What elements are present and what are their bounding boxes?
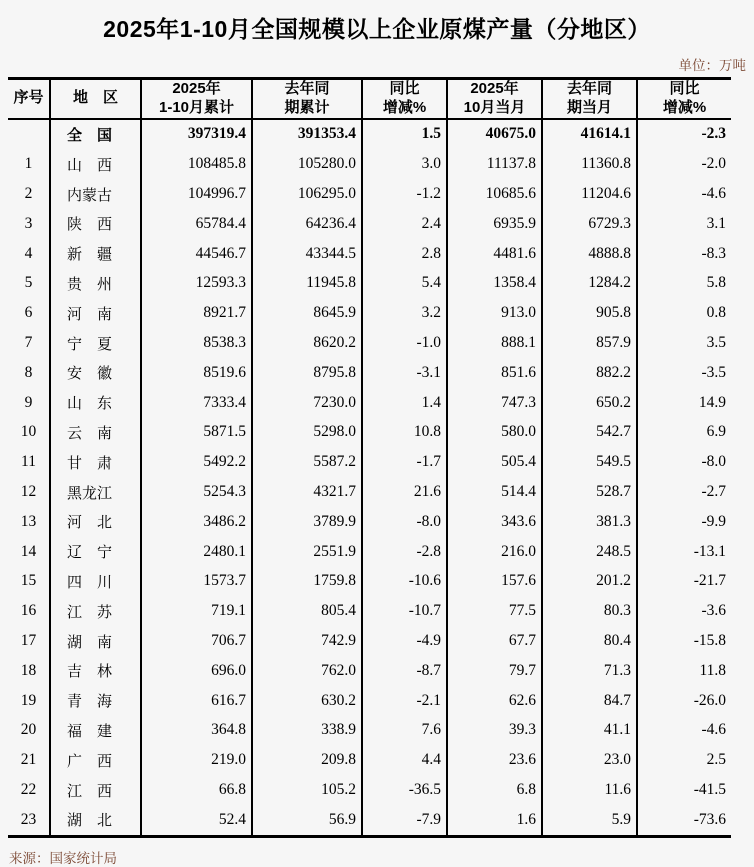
value-cell: 44546.7 (141, 239, 252, 269)
value-cell: 43344.5 (252, 239, 362, 269)
value-cell: 23.0 (542, 745, 637, 775)
value-cell: 52.4 (141, 805, 252, 836)
region-cell: 宁 夏 (50, 328, 141, 358)
value-cell: -2.3 (637, 119, 731, 150)
value-cell: 5.8 (637, 269, 731, 299)
value-cell: 549.5 (542, 447, 637, 477)
value-cell: 5.4 (362, 269, 447, 299)
region-cell: 福 建 (50, 716, 141, 746)
header-row (8, 78, 731, 119)
table-row (8, 656, 731, 686)
value-cell: 542.7 (542, 418, 637, 448)
value-cell: 216.0 (447, 537, 542, 567)
value-cell: 650.2 (542, 388, 637, 418)
seq-cell: 20 (20, 721, 37, 739)
value-cell: 157.6 (447, 567, 542, 597)
region-cell: 四 川 (50, 567, 141, 597)
value-cell: 8645.9 (252, 298, 362, 328)
value-cell: -36.5 (362, 775, 447, 805)
value-cell: 2480.1 (141, 537, 252, 567)
value-cell: 8921.7 (141, 298, 252, 328)
value-cell: 1284.2 (542, 269, 637, 299)
value-cell: 248.5 (542, 537, 637, 567)
value-cell: -4.6 (637, 716, 731, 746)
value-cell: 364.8 (141, 716, 252, 746)
value-cell: 79.7 (447, 656, 542, 686)
seq-cell: 18 (20, 661, 37, 679)
seq-cell: 23 (20, 810, 37, 828)
unit-note: 单位：万吨 (678, 57, 746, 73)
value-cell: 528.7 (542, 477, 637, 507)
column-header (50, 78, 141, 119)
region-cell: 安 徽 (50, 358, 141, 388)
value-cell: 21.6 (362, 477, 447, 507)
value-cell: 381.3 (542, 507, 637, 537)
region-cell: 全 国 (50, 119, 141, 150)
value-cell: 65784.4 (141, 209, 252, 239)
value-cell: 2.5 (637, 745, 731, 775)
value-cell: 4481.6 (447, 239, 542, 269)
value-cell: -8.0 (637, 447, 731, 477)
value-cell: 11137.8 (447, 149, 542, 179)
value-cell: 616.7 (141, 686, 252, 716)
value-cell: 851.6 (447, 358, 542, 388)
value-cell: 209.8 (252, 745, 362, 775)
column-header-line: 序号 (13, 89, 44, 107)
region-cell: 山 东 (50, 388, 141, 418)
coal-production-table (8, 77, 731, 838)
table-row (8, 209, 731, 239)
column-header (8, 78, 50, 119)
value-cell: -13.1 (637, 537, 731, 567)
value-cell: 805.4 (252, 596, 362, 626)
seq-cell: 3 (24, 214, 33, 232)
value-cell: 14.9 (637, 388, 731, 418)
column-header (252, 78, 362, 119)
value-cell: 41.1 (542, 716, 637, 746)
value-cell: 77.5 (447, 596, 542, 626)
value-cell: -3.6 (637, 596, 731, 626)
value-cell: 11.8 (637, 656, 731, 686)
table-row (8, 537, 731, 567)
region-cell: 贵 州 (50, 269, 141, 299)
seq-cell: 19 (20, 691, 37, 709)
region-cell: 辽 宁 (50, 537, 141, 567)
value-cell: 5871.5 (141, 418, 252, 448)
value-cell: 8620.2 (252, 328, 362, 358)
value-cell: 5.9 (542, 805, 637, 836)
value-cell: -2.1 (362, 686, 447, 716)
value-cell: -10.7 (362, 596, 447, 626)
value-cell: 201.2 (542, 567, 637, 597)
value-cell: -4.9 (362, 626, 447, 656)
value-cell: -8.7 (362, 656, 447, 686)
value-cell: 706.7 (141, 626, 252, 656)
column-header-line: 1-10月累计 (158, 98, 235, 116)
value-cell: 104996.7 (141, 179, 252, 209)
value-cell: 397319.4 (141, 119, 252, 150)
seq-cell: 11 (21, 453, 36, 471)
value-cell: 580.0 (447, 418, 542, 448)
table-row (8, 477, 731, 507)
table-row (8, 239, 731, 269)
value-cell: -3.5 (637, 358, 731, 388)
value-cell: 23.6 (447, 745, 542, 775)
value-cell: 2.4 (362, 209, 447, 239)
region-cell: 吉 林 (50, 656, 141, 686)
value-cell: 747.3 (447, 388, 542, 418)
value-cell: 1358.4 (447, 269, 542, 299)
page-title: 2025年1-10月全国规模以上企业原煤产量（分地区） (103, 16, 651, 42)
value-cell: 8519.6 (141, 358, 252, 388)
value-cell: -41.5 (637, 775, 731, 805)
column-header (447, 78, 542, 119)
table-row (8, 567, 731, 597)
value-cell: 106295.0 (252, 179, 362, 209)
column-header-line: 地 区 (72, 89, 118, 107)
value-cell: 742.9 (252, 626, 362, 656)
value-cell: 108485.8 (141, 149, 252, 179)
value-cell: 80.4 (542, 626, 637, 656)
value-cell: 11.6 (542, 775, 637, 805)
value-cell: 719.1 (141, 596, 252, 626)
seq-cell: 8 (24, 363, 33, 381)
value-cell: -8.3 (637, 239, 731, 269)
table-body (8, 119, 731, 837)
value-cell: 10.8 (362, 418, 447, 448)
value-cell: 2.8 (362, 239, 447, 269)
seq-cell: 13 (20, 512, 37, 530)
value-cell: 11945.8 (252, 269, 362, 299)
value-cell: 64236.4 (252, 209, 362, 239)
column-header-line: 10月当月 (463, 98, 526, 116)
value-cell: 1.4 (362, 388, 447, 418)
column-header-line: 期当月 (566, 98, 612, 116)
value-cell: -26.0 (637, 686, 731, 716)
value-cell: 6729.3 (542, 209, 637, 239)
seq-cell: 9 (24, 393, 33, 411)
value-cell: 762.0 (252, 656, 362, 686)
value-cell: -7.9 (362, 805, 447, 836)
value-cell: 338.9 (252, 716, 362, 746)
seq-cell: 5 (24, 274, 33, 292)
table-row (8, 269, 731, 299)
seq-cell: 1 (24, 155, 33, 173)
value-cell: 62.6 (447, 686, 542, 716)
region-cell: 江 西 (50, 775, 141, 805)
value-cell: -8.0 (362, 507, 447, 537)
value-cell: 3.1 (637, 209, 731, 239)
column-header-line: 增减% (662, 98, 707, 116)
value-cell: 80.3 (542, 596, 637, 626)
seq-cell: 2 (24, 185, 33, 203)
value-cell: 12593.3 (141, 269, 252, 299)
value-cell: 5492.2 (141, 447, 252, 477)
table-row (8, 626, 731, 656)
seq-cell: 7 (24, 334, 33, 352)
seq-cell: 10 (20, 423, 37, 441)
value-cell: 888.1 (447, 328, 542, 358)
value-cell: 3486.2 (141, 507, 252, 537)
table-row (8, 179, 731, 209)
value-cell: 7333.4 (141, 388, 252, 418)
value-cell: 391353.4 (252, 119, 362, 150)
value-cell: -1.2 (362, 179, 447, 209)
seq-cell: 22 (20, 781, 37, 799)
value-cell: 3.5 (637, 328, 731, 358)
table-row (8, 388, 731, 418)
column-header (141, 78, 252, 119)
value-cell: 5298.0 (252, 418, 362, 448)
region-cell: 黑龙江 (50, 477, 141, 507)
value-cell: 39.3 (447, 716, 542, 746)
value-cell: 71.3 (542, 656, 637, 686)
value-cell: 5254.3 (141, 477, 252, 507)
value-cell: 84.7 (542, 686, 637, 716)
column-header (637, 78, 731, 119)
column-header-line: 2025年 (172, 79, 221, 97)
table-row (8, 418, 731, 448)
region-cell: 内蒙古 (50, 179, 141, 209)
value-cell: 1759.8 (252, 567, 362, 597)
region-cell: 陕 西 (50, 209, 141, 239)
value-cell: 4321.7 (252, 477, 362, 507)
value-cell: -15.8 (637, 626, 731, 656)
region-cell: 广 西 (50, 745, 141, 775)
seq-cell: 4 (24, 244, 33, 262)
column-header-line: 2025年 (470, 79, 519, 97)
column-header-line: 增减% (382, 98, 427, 116)
value-cell: 219.0 (141, 745, 252, 775)
table-row (8, 119, 731, 150)
region-cell: 甘 肃 (50, 447, 141, 477)
value-cell: 8538.3 (141, 328, 252, 358)
table-row (8, 686, 731, 716)
value-cell: 343.6 (447, 507, 542, 537)
value-cell: 1.6 (447, 805, 542, 836)
value-cell: 6935.9 (447, 209, 542, 239)
value-cell: 10685.6 (447, 179, 542, 209)
region-cell: 江 苏 (50, 596, 141, 626)
value-cell: 8795.8 (252, 358, 362, 388)
region-cell: 河 南 (50, 298, 141, 328)
table-row (8, 507, 731, 537)
region-cell: 青 海 (50, 686, 141, 716)
seq-cell: 12 (20, 483, 37, 501)
value-cell: -21.7 (637, 567, 731, 597)
value-cell: 40675.0 (447, 119, 542, 150)
value-cell: 6.9 (637, 418, 731, 448)
region-cell: 湖 北 (50, 805, 141, 836)
value-cell: 2551.9 (252, 537, 362, 567)
seq-cell: 17 (20, 632, 37, 650)
value-cell: -1.7 (362, 447, 447, 477)
value-cell: -1.0 (362, 328, 447, 358)
source-note: 来源：国家统计局 (9, 850, 117, 866)
region-cell: 湖 南 (50, 626, 141, 656)
seq-cell (8, 119, 50, 150)
value-cell: 67.7 (447, 626, 542, 656)
value-cell: 105.2 (252, 775, 362, 805)
region-cell: 新 疆 (50, 239, 141, 269)
column-header-line: 同比 (389, 79, 420, 97)
value-cell: -2.8 (362, 537, 447, 567)
value-cell: 4.4 (362, 745, 447, 775)
value-cell: -10.6 (362, 567, 447, 597)
column-header (362, 78, 447, 119)
column-header-line: 去年同 (284, 79, 330, 97)
value-cell: 7.6 (362, 716, 447, 746)
value-cell: 5587.2 (252, 447, 362, 477)
value-cell: 505.4 (447, 447, 542, 477)
seq-cell: 15 (20, 572, 37, 590)
seq-cell: 14 (20, 542, 37, 560)
table-row (8, 745, 731, 775)
value-cell: 56.9 (252, 805, 362, 836)
seq-cell: 21 (20, 751, 37, 769)
column-header (542, 78, 637, 119)
table-row (8, 716, 731, 746)
value-cell: -3.1 (362, 358, 447, 388)
seq-cell: 16 (20, 602, 37, 620)
value-cell: -9.9 (637, 507, 731, 537)
region-cell: 山 西 (50, 149, 141, 179)
seq-cell: 6 (24, 304, 33, 322)
value-cell: 3789.9 (252, 507, 362, 537)
value-cell: 514.4 (447, 477, 542, 507)
value-cell: 105280.0 (252, 149, 362, 179)
table-row (8, 447, 731, 477)
value-cell: 41614.1 (542, 119, 637, 150)
value-cell: 1.5 (362, 119, 447, 150)
value-cell: 882.2 (542, 358, 637, 388)
value-cell: -73.6 (637, 805, 731, 836)
value-cell: -2.0 (637, 149, 731, 179)
table-row (8, 358, 731, 388)
value-cell: 11204.6 (542, 179, 637, 209)
value-cell: 3.2 (362, 298, 447, 328)
column-header-line: 同比 (669, 79, 700, 97)
value-cell: 66.8 (141, 775, 252, 805)
value-cell: 11360.8 (542, 149, 637, 179)
value-cell: -4.6 (637, 179, 731, 209)
value-cell: 1573.7 (141, 567, 252, 597)
table-row (8, 149, 731, 179)
value-cell: 630.2 (252, 686, 362, 716)
value-cell: 696.0 (141, 656, 252, 686)
region-cell: 河 北 (50, 507, 141, 537)
value-cell: 857.9 (542, 328, 637, 358)
table-row (8, 775, 731, 805)
value-cell: 0.8 (637, 298, 731, 328)
column-header-line: 期累计 (284, 98, 330, 116)
table-row (8, 298, 731, 328)
table-header (8, 78, 731, 119)
value-cell: 3.0 (362, 149, 447, 179)
table-row (8, 805, 731, 836)
column-header-line: 去年同 (566, 79, 612, 97)
value-cell: 913.0 (447, 298, 542, 328)
table-row (8, 328, 731, 358)
region-cell: 云 南 (50, 418, 141, 448)
table-row (8, 596, 731, 626)
value-cell: 6.8 (447, 775, 542, 805)
value-cell: 4888.8 (542, 239, 637, 269)
value-cell: 7230.0 (252, 388, 362, 418)
value-cell: 905.8 (542, 298, 637, 328)
value-cell: -2.7 (637, 477, 731, 507)
